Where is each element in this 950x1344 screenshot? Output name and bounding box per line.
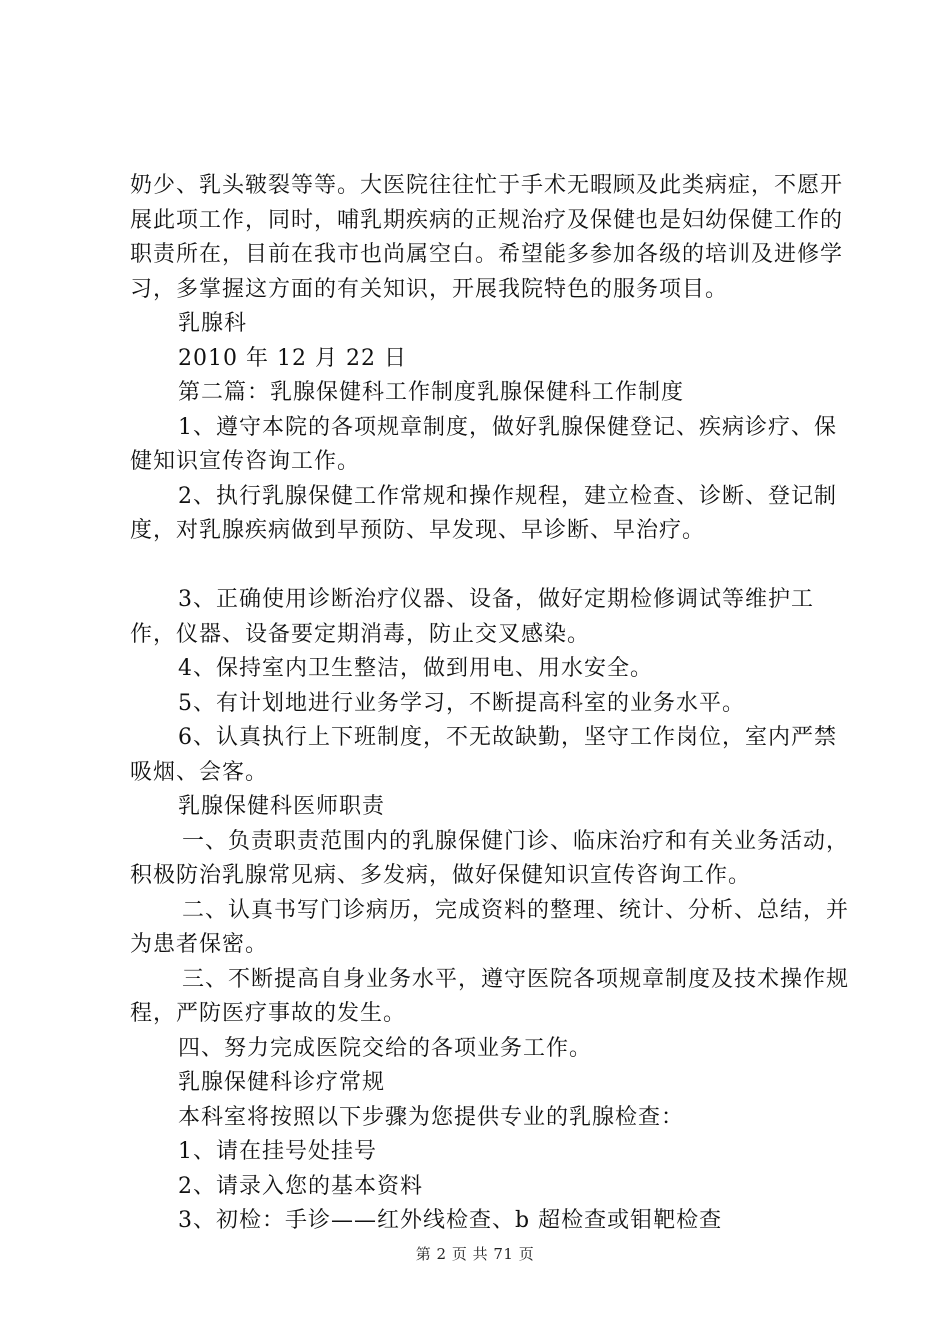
rule-item-6: 6、认真执行上下班制度，不无故缺勤，坚守工作岗位，室内严禁吸烟、会客。 xyxy=(130,725,837,785)
signature-department: 乳腺科 xyxy=(178,311,248,336)
duty-item-4: 四、努力完成医院交给的各项业务工作。 xyxy=(178,1035,593,1061)
heading-diagnosis-routine: 乳腺保健科诊疗常规 xyxy=(178,1070,386,1095)
signature-date: 2010 年 12 月 22 日 xyxy=(178,345,407,371)
duty-item-1: 一、负责职责范围内的乳腺保健门诊、临床治疗和有关业务活动，积极防治乳腺常见病、多发病，做好保健知识宣传咨询工作。 xyxy=(130,828,850,888)
rule-item-2: 2、执行乳腺保健工作常规和操作规程，建立检查、诊断、登记制度，对乳腺疾病做到早预防、早发现、早诊断、早治疗。 xyxy=(130,483,837,543)
heading-physician-duties: 乳腺保健科医师职责 xyxy=(178,794,386,819)
routine-step-3: 3、初检：手诊——红外线检查、b 超检查或钼靶检查 xyxy=(178,1208,723,1233)
routine-step-2: 2、请录入您的基本资料 xyxy=(178,1173,423,1199)
section-title-part-two: 第二篇：乳腺保健科工作制度乳腺保健科工作制度 xyxy=(178,380,685,405)
page-number-footer: 第 2 页 共 71 页 xyxy=(415,1245,535,1263)
duty-item-3: 三、不断提高自身业务水平，遵守医院各项规章制度及技术操作规程，严防医疗事故的发生。 xyxy=(130,966,850,1026)
blank-line xyxy=(130,549,850,584)
rule-item-1: 1、遵守本院的各项规章制度，做好乳腺保健登记、疾病诊疗、保健知识宣传咨询工作。 xyxy=(130,414,837,474)
routine-step-1: 1、请在挂号处挂号 xyxy=(178,1139,377,1164)
rule-item-5: 5、有计划地进行业务学习，不断提高科室的业务水平。 xyxy=(178,690,745,716)
rule-item-4: 4、保持室内卫生整洁，做到用电、用水安全。 xyxy=(178,656,653,681)
paragraph-continuation: 奶少、乳头皲裂等等。大医院往往忙于手术无暇顾及此类病症，不愿开展此项工作，同时，哺乳期疾病的正规治疗及保健也是妇幼保健工作的职责所在，目前在我市也尚属空白。希望能多参加各级的培训及进修学习，多掌握这方面的有关知识，开展我院特色的服务项目。 xyxy=(130,173,844,302)
duty-item-2: 二、认真书写门诊病历，完成资料的整理、统计、分析、总结，并为患者保密。 xyxy=(130,897,850,957)
routine-intro: 本科室将按照以下步骤为您提供专业的乳腺检查： xyxy=(178,1104,685,1130)
rule-item-3: 3、正确使用诊断治疗仪器、设备，做好定期检修调试等维护工作，仪器、设备要定期消毒，防止交叉感染。 xyxy=(130,587,814,647)
document-body xyxy=(130,169,850,1239)
